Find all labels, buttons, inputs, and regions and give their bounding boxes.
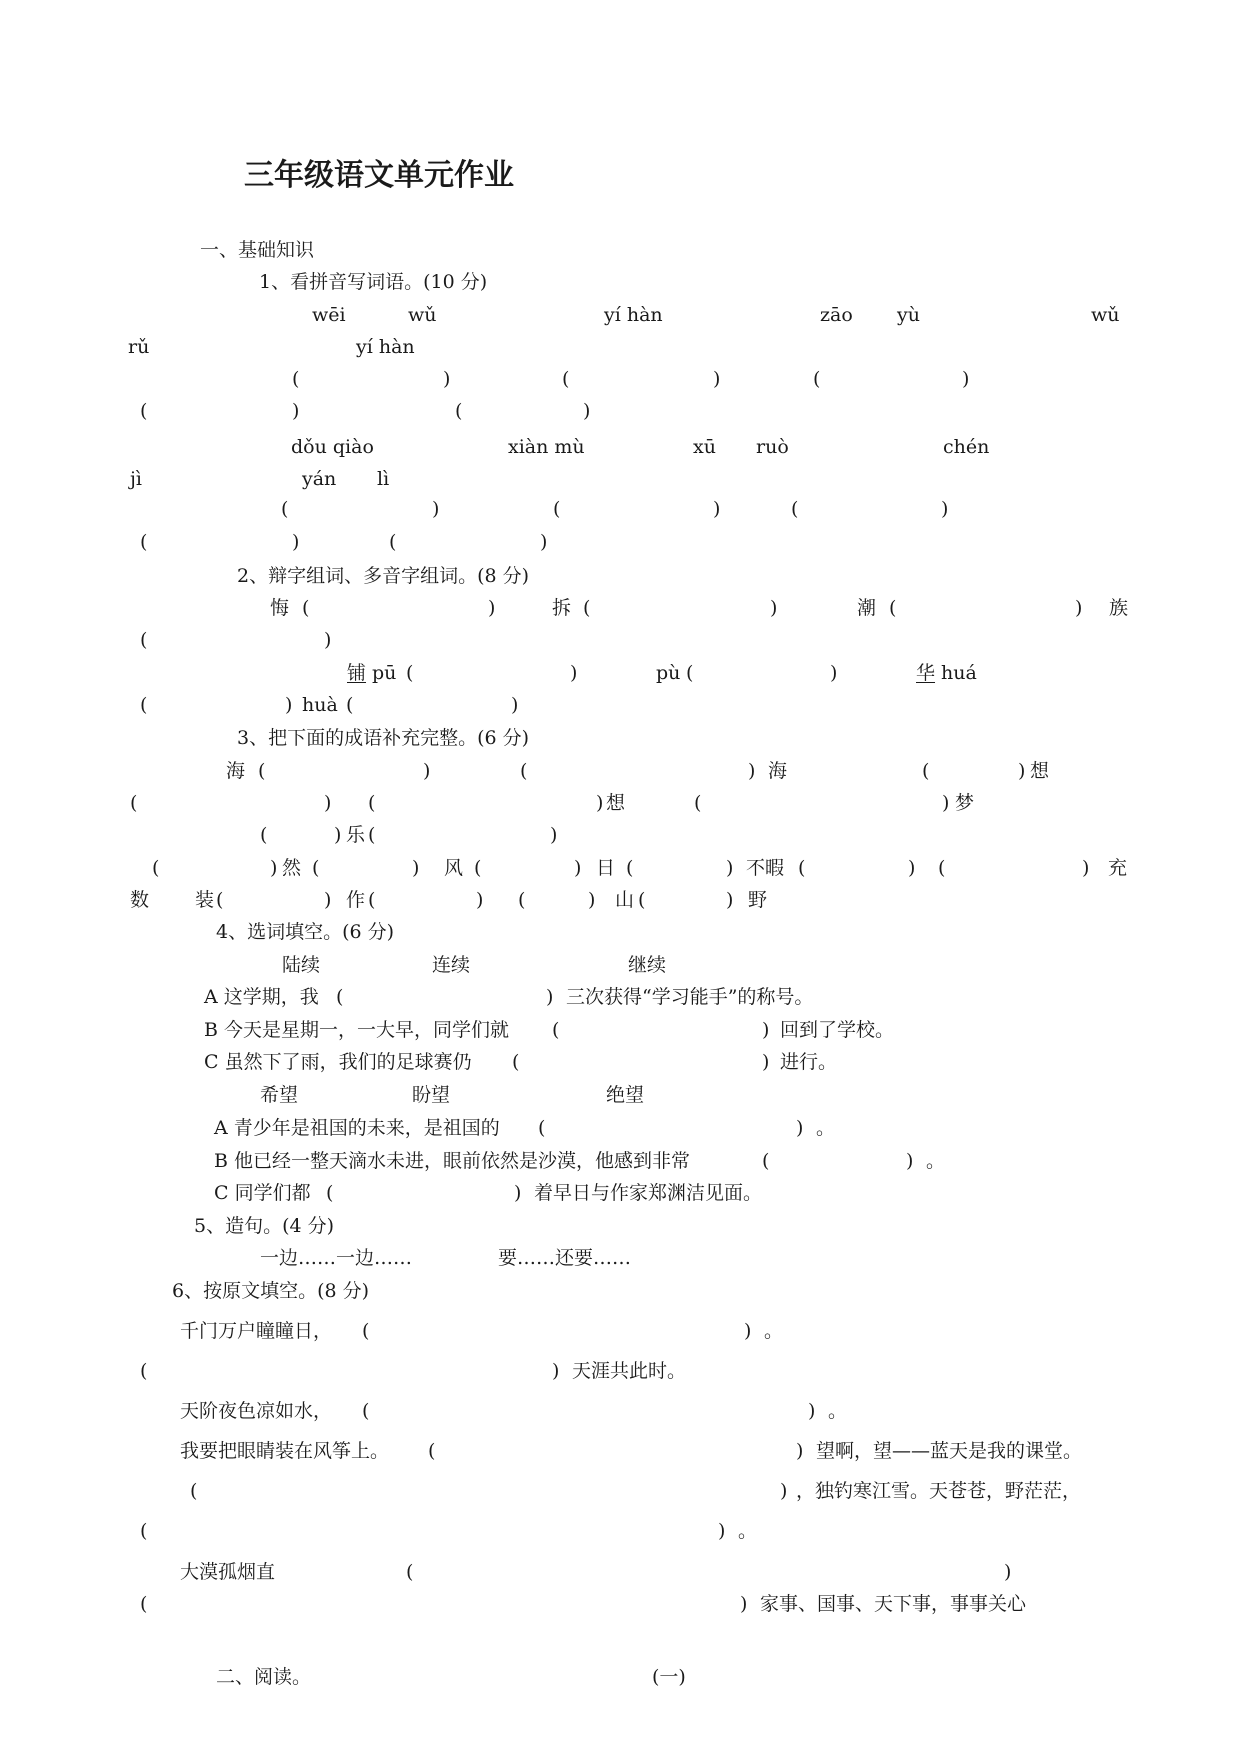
paren: ( bbox=[791, 498, 799, 520]
paren: ) bbox=[292, 531, 300, 553]
poly-char: 铺 bbox=[347, 662, 367, 684]
paren: ) bbox=[748, 760, 756, 782]
paren: ( bbox=[140, 400, 148, 422]
pinyin: wēi bbox=[312, 304, 346, 326]
q5-label: 5、造句。(4 分) bbox=[194, 1215, 335, 1237]
paren: ) bbox=[762, 1019, 770, 1041]
q4-label: 4、选词填空。(6 分) bbox=[216, 921, 395, 943]
paren: ) bbox=[908, 857, 916, 879]
char: 海 bbox=[226, 760, 246, 782]
poly-char: 华 bbox=[916, 662, 936, 684]
paren: ) bbox=[796, 1440, 804, 1462]
word-option: 一边……一边…… bbox=[260, 1247, 413, 1269]
char: 乐 bbox=[346, 824, 366, 846]
paren: ) bbox=[762, 1051, 770, 1073]
q1-label: 1、看拼音写词语。(10 分) bbox=[259, 271, 488, 293]
paren: ( bbox=[762, 1150, 770, 1172]
paren: ( bbox=[368, 792, 376, 814]
pinyin: jì bbox=[130, 468, 142, 490]
period: 。 bbox=[828, 1400, 848, 1422]
paren: ) bbox=[941, 498, 949, 520]
paren: ( bbox=[562, 368, 570, 390]
paren: ) bbox=[906, 1150, 914, 1172]
pinyin: huà bbox=[302, 694, 338, 716]
paren: ( bbox=[140, 1593, 148, 1615]
paren: ( bbox=[368, 824, 376, 846]
paren: ) bbox=[292, 400, 300, 422]
q6-line2: 天涯共此时。 bbox=[572, 1360, 687, 1382]
char: 悔 bbox=[270, 597, 290, 619]
paren: ( bbox=[455, 400, 463, 422]
paren: ( bbox=[512, 1051, 520, 1073]
paren: ( bbox=[938, 857, 946, 879]
pinyin: chén bbox=[943, 436, 990, 458]
paren: ) bbox=[962, 368, 970, 390]
q6-line5: ，独钓寒江雪。天苍苍，野茫茫， bbox=[796, 1480, 1082, 1502]
paren: ) bbox=[596, 792, 604, 814]
paren: ) bbox=[588, 889, 596, 911]
paren: ( bbox=[312, 857, 320, 879]
q4-c1: C 虽然下了雨，我们的足球赛仍 bbox=[204, 1051, 472, 1073]
word-option: 要……还要…… bbox=[498, 1247, 632, 1269]
char: 风 bbox=[444, 857, 464, 879]
paren: ) bbox=[744, 1320, 752, 1342]
paren: ) bbox=[1082, 857, 1090, 879]
paren: ) bbox=[780, 1480, 788, 1502]
paren: ) bbox=[1004, 1561, 1012, 1583]
paren: ( bbox=[694, 792, 702, 814]
q4-b2-post: 。 bbox=[926, 1150, 946, 1172]
paren: ( bbox=[474, 857, 482, 879]
paren: ( bbox=[258, 760, 266, 782]
q4-a1: A 这学期，我 bbox=[204, 986, 319, 1008]
char: 海 bbox=[768, 760, 788, 782]
paren: ) bbox=[432, 498, 440, 520]
paren: ( bbox=[140, 531, 148, 553]
paren: ) bbox=[570, 662, 578, 684]
char: 作 bbox=[346, 889, 366, 911]
paren: ) bbox=[324, 889, 332, 911]
paren: ( bbox=[190, 1480, 198, 1502]
paren: ) bbox=[830, 662, 838, 684]
paren: ) bbox=[552, 1360, 560, 1382]
paren: ) bbox=[546, 986, 554, 1008]
period: 。 bbox=[738, 1520, 758, 1542]
worksheet-title: 三年级语文单元作业 bbox=[244, 158, 514, 193]
paren: ( bbox=[406, 662, 414, 684]
paren: ( bbox=[813, 368, 821, 390]
paren: ( bbox=[140, 1360, 148, 1382]
q6-line1: 千门万户瞳瞳日， bbox=[180, 1320, 333, 1342]
q4-c1-post: 进行。 bbox=[780, 1051, 838, 1073]
q6-line6: 大漠孤烟直 bbox=[180, 1561, 276, 1583]
paren: ) bbox=[324, 792, 332, 814]
paren: ) bbox=[488, 597, 496, 619]
paren: ( bbox=[336, 986, 344, 1008]
pinyin: ruò bbox=[756, 436, 789, 458]
q4-b1: B 今天是星期一，一大早，同学们就 bbox=[204, 1019, 510, 1041]
pinyin: xiàn mù bbox=[508, 436, 585, 458]
pinyin: lì bbox=[377, 468, 390, 490]
q4-a2: A 青少年是祖国的未来，是祖国的 bbox=[214, 1117, 500, 1139]
word-option: 陆续 bbox=[282, 954, 321, 976]
q4-c2: C 同学们都 bbox=[214, 1182, 311, 1204]
paren: ) bbox=[511, 694, 519, 716]
pinyin: wǔ bbox=[1091, 304, 1120, 326]
paren: ( bbox=[326, 1182, 334, 1204]
paren: ) bbox=[550, 824, 558, 846]
pinyin: xū bbox=[693, 436, 716, 458]
pinyin: yán bbox=[302, 468, 337, 490]
q4-c2-post: 着早日与作家郑渊洁见面。 bbox=[534, 1182, 763, 1204]
paren: ( bbox=[638, 889, 646, 911]
paren: ( bbox=[281, 498, 289, 520]
q4-b1-post: 回到了学校。 bbox=[780, 1019, 895, 1041]
paren: ( bbox=[346, 694, 354, 716]
paren: ( bbox=[889, 597, 897, 619]
pinyin: wǔ bbox=[408, 304, 437, 326]
char: 拆 bbox=[552, 597, 572, 619]
word-option: 希望 bbox=[260, 1084, 299, 1106]
period: 。 bbox=[764, 1320, 784, 1342]
paren: ( bbox=[362, 1400, 370, 1422]
paren: ) bbox=[423, 760, 431, 782]
paren: ) bbox=[796, 1117, 804, 1139]
paren: ) bbox=[574, 857, 582, 879]
char: 数 bbox=[130, 889, 150, 911]
paren: ( bbox=[260, 824, 268, 846]
q6-line4: 我要把眼睛装在风筝上。 bbox=[180, 1440, 390, 1462]
paren: ) bbox=[270, 857, 278, 879]
paren: ( bbox=[140, 629, 148, 651]
paren: ( bbox=[798, 857, 806, 879]
paren: ) bbox=[713, 368, 721, 390]
q6-line4b: 望啊，望——蓝天是我的课堂。 bbox=[816, 1440, 1083, 1462]
paren: ( bbox=[406, 1561, 414, 1583]
q4-a2-post: 。 bbox=[816, 1117, 836, 1139]
char: 不暇 bbox=[746, 857, 785, 879]
paren: ( bbox=[368, 889, 376, 911]
char: 想 bbox=[1030, 760, 1050, 782]
pinyin: pù bbox=[656, 662, 681, 684]
char: 野 bbox=[748, 889, 768, 911]
paren: ( bbox=[130, 792, 138, 814]
pinyin: dǒu qiào bbox=[291, 436, 374, 458]
paren: ) bbox=[514, 1182, 522, 1204]
section2-sub: (一) bbox=[652, 1666, 686, 1688]
paren: ( bbox=[583, 597, 591, 619]
paren: ) bbox=[726, 857, 734, 879]
paren: ( bbox=[152, 857, 160, 879]
q2-label: 2、辩字组词、多音字组词。(8 分) bbox=[237, 565, 530, 587]
paren: ) bbox=[1018, 760, 1026, 782]
paren: ) bbox=[443, 368, 451, 390]
char: 充 bbox=[1108, 857, 1128, 879]
paren: ) bbox=[476, 889, 484, 911]
paren: ) bbox=[808, 1400, 816, 1422]
paren: ( bbox=[686, 662, 694, 684]
paren: ) bbox=[726, 889, 734, 911]
char: 山 bbox=[615, 889, 635, 911]
word-option: 继续 bbox=[628, 954, 667, 976]
q3-label: 3、把下面的成语补充完整。(6 分) bbox=[237, 727, 530, 749]
paren: ) bbox=[583, 400, 591, 422]
word-option: 绝望 bbox=[606, 1084, 645, 1106]
char: 潮 bbox=[857, 597, 877, 619]
paren: ) bbox=[942, 792, 950, 814]
section2-heading: 二、阅读。 bbox=[216, 1666, 312, 1688]
paren: ( bbox=[140, 1520, 148, 1542]
paren: ) bbox=[740, 1593, 748, 1615]
pinyin: yí hàn bbox=[604, 304, 663, 326]
pinyin: yù bbox=[897, 304, 920, 326]
paren: ( bbox=[922, 760, 930, 782]
word-option: 连续 bbox=[432, 954, 471, 976]
char: 梦 bbox=[955, 792, 975, 814]
paren: ( bbox=[626, 857, 634, 879]
paren: ( bbox=[302, 597, 310, 619]
q4-a1-post: 三次获得“学习能手”的称号。 bbox=[566, 986, 814, 1008]
q6-label: 6、按原文填空。(8 分) bbox=[172, 1280, 370, 1302]
paren: ( bbox=[362, 1320, 370, 1342]
paren: ) bbox=[285, 694, 293, 716]
paren: ) bbox=[334, 824, 342, 846]
paren: ) bbox=[770, 597, 778, 619]
q6-line7: 家事、国事、天下事，事事关心 bbox=[760, 1593, 1027, 1615]
paren: ) bbox=[718, 1520, 726, 1542]
pinyin: huá bbox=[941, 662, 977, 684]
paren: ( bbox=[140, 694, 148, 716]
paren: ( bbox=[428, 1440, 436, 1462]
paren: ( bbox=[292, 368, 300, 390]
q6-line3: 天阶夜色凉如水， bbox=[180, 1400, 333, 1422]
paren: ( bbox=[518, 889, 526, 911]
char: 想 bbox=[606, 792, 626, 814]
pinyin: yí hàn bbox=[356, 336, 415, 358]
q4-b2: B 他已经一整天滴水未进，眼前依然是沙漠，他感到非常 bbox=[214, 1150, 691, 1172]
pinyin: pū bbox=[372, 662, 397, 684]
paren: ( bbox=[552, 1019, 560, 1041]
paren: ) bbox=[540, 531, 548, 553]
char: 日 bbox=[596, 857, 616, 879]
paren: ) bbox=[324, 629, 332, 651]
char: 装 bbox=[195, 889, 215, 911]
paren: ( bbox=[553, 498, 561, 520]
paren: ) bbox=[412, 857, 420, 879]
pinyin: zāo bbox=[820, 304, 853, 326]
char: 然 bbox=[282, 857, 302, 879]
paren: ) bbox=[1075, 597, 1083, 619]
paren: ) bbox=[713, 498, 721, 520]
paren: ( bbox=[216, 889, 224, 911]
pinyin: rǔ bbox=[128, 336, 150, 358]
word-option: 盼望 bbox=[412, 1084, 451, 1106]
paren: ( bbox=[389, 531, 397, 553]
paren: ( bbox=[520, 760, 528, 782]
section1-heading: 一、基础知识 bbox=[200, 239, 315, 261]
paren: ( bbox=[538, 1117, 546, 1139]
char: 族 bbox=[1109, 597, 1129, 619]
